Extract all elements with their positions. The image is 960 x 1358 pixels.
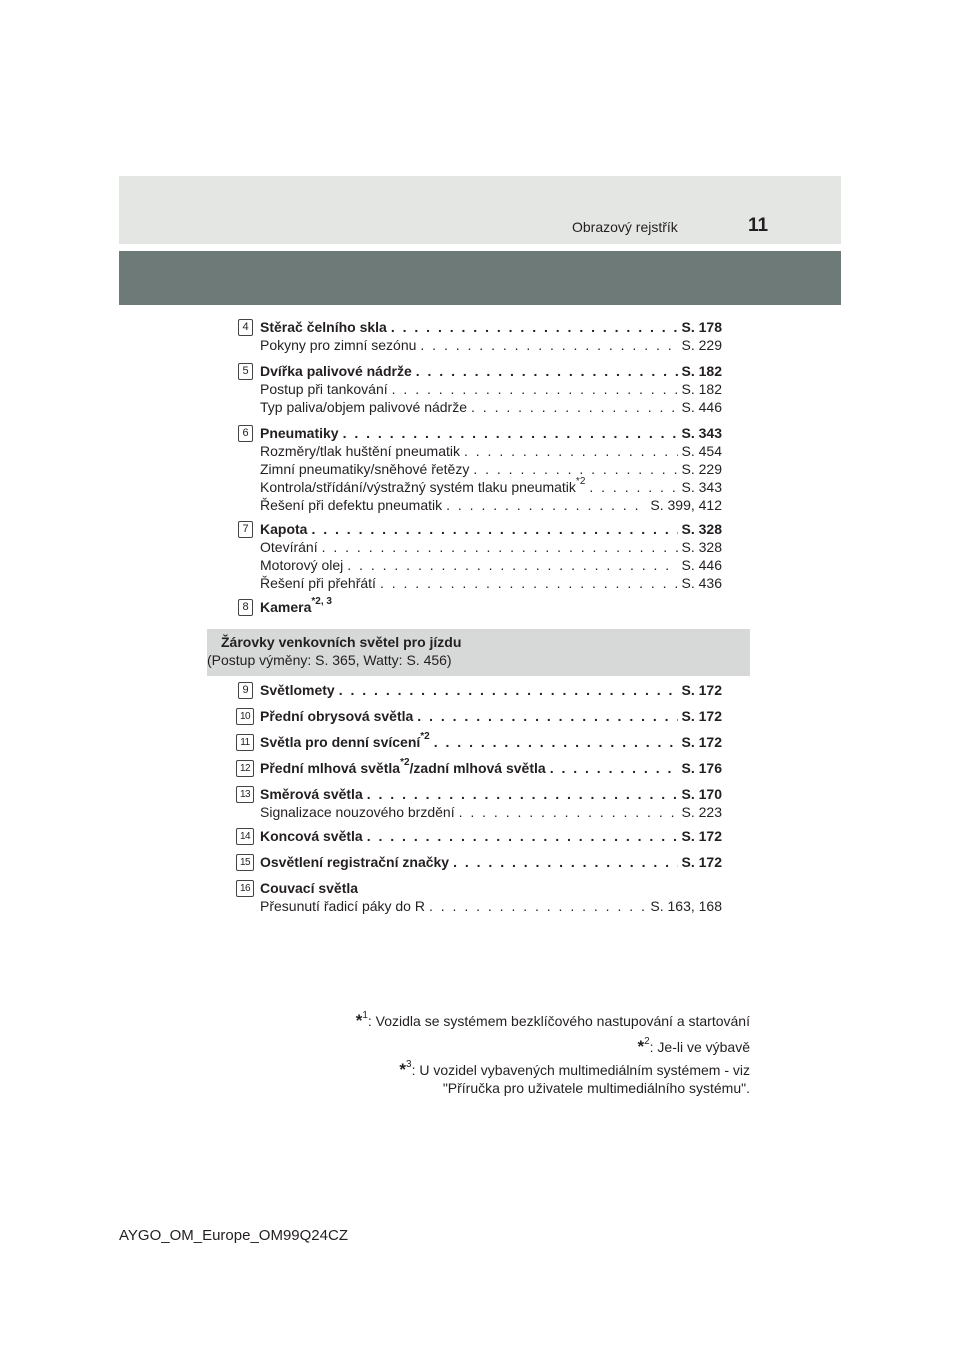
header-band-dark [119,251,841,305]
callout-number-icon: 5 [238,363,253,380]
entry-sub-row[interactable] [260,460,722,478]
page-reference[interactable]: S. 328 [681,539,722,555]
leader-dots [380,574,678,592]
footnote-marker: *2 [575,476,586,488]
footnote-text: : Vozidla se systémem bezklíčového nastupování a startování [367,1013,750,1029]
callout-number-icon: 9 [238,682,253,699]
entry-sub-row[interactable] [260,803,722,821]
entry-label: Přední mlhová světla$^{*2}$/zadní mlhová světla [260,757,546,776]
entry-heading-row[interactable] [260,681,722,699]
page-reference[interactable]: S. 328 [681,521,722,537]
page-reference[interactable]: S. 343 [681,425,722,441]
leader-dots [550,759,678,777]
entry-label: Osvětlení registrační značky [260,854,450,870]
leader-dots [391,318,678,336]
entry-label: Kontrola/střídání/výstražný systém tlaku pneumatik$^{*2}$ [260,476,586,495]
footnote-marker: *2 [420,731,430,743]
bulbs-section-title: Žárovky venkovních světel pro jízdu [221,634,462,650]
page-reference[interactable]: S. 223 [681,804,722,820]
index-entry [260,733,722,751]
page-reference[interactable]: S. 182 [681,381,722,397]
leader-dots [347,556,677,574]
page-reference[interactable]: S. 229 [681,461,722,477]
leader-dots [453,853,677,871]
callout-number-icon: 16 [236,880,254,897]
entry-sub-row[interactable] [260,380,722,398]
entry-label: Kamera$^{*2, 3}$ [260,596,332,615]
leader-dots [464,442,678,460]
leader-dots [417,707,677,725]
entry-label: Přední obrysová světla [260,708,414,724]
page-reference[interactable]: S. 178 [681,319,722,335]
page-reference[interactable]: S. 454 [681,443,722,459]
entry-label: Řešení při přehřátí [260,575,376,591]
entry-label: Rozměry/tlak huštění pneumatik [260,443,460,459]
callout-number-icon: 8 [238,599,253,616]
entry-heading-row[interactable] [260,318,722,336]
leader-dots [367,827,678,845]
entry-heading-row[interactable] [260,759,722,777]
page-reference[interactable]: S. 176 [681,760,722,776]
entry-label: Zimní pneumatiky/sněhové řetězy [260,461,470,477]
leader-dots [311,520,677,538]
callout-number-icon: 11 [236,734,254,751]
entry-label: Otevírání [260,539,318,555]
footnote-marker: *2, 3 [311,596,332,608]
index-entry [260,318,722,354]
leader-dots [339,681,678,699]
entry-sub-row[interactable] [260,478,722,496]
entry-label: Signalizace nouzového brzdění [260,804,455,820]
entry-heading-row[interactable] [260,598,722,616]
entry-sub-row[interactable] [260,556,722,574]
entry-heading-row[interactable] [260,853,722,871]
footnote-marker: *2 [400,757,410,769]
callout-number-icon: 6 [238,425,253,442]
index-entry [260,759,722,777]
index-entry [260,681,722,699]
page-reference[interactable]: S. 172 [681,828,722,844]
callout-number-icon: 12 [236,760,254,777]
page-reference[interactable]: S. 182 [681,363,722,379]
entry-label: Pneumatiky [260,425,339,441]
leader-dots [420,336,677,354]
callout-number-icon: 14 [236,828,254,845]
footnote-text: : Je-li ve výbavě [649,1039,750,1055]
index-entry [260,853,722,871]
section-title: Obrazový rejstřík [572,219,678,235]
entry-sub-row[interactable] [260,442,722,460]
entry-heading-row[interactable] [260,520,722,538]
entry-label: Koncová světla [260,828,363,844]
footnote-number: 2 [644,1036,650,1048]
entry-label: Směrová světla [260,786,363,802]
footnote-number: 1 [362,1010,368,1022]
entry-label: Dvířka palivové nádrže [260,363,412,379]
entry-label: Postup při tankování [260,381,388,397]
entry-sub-row[interactable] [260,398,722,416]
entry-heading-row[interactable] [260,707,722,725]
leader-dots [367,785,678,803]
page-number: 11 [748,215,769,236]
leader-dots [446,496,646,514]
entry-heading-row[interactable] [260,424,722,442]
index-entry [260,520,722,592]
entry-sub-row[interactable] [260,897,722,915]
entry-heading-row[interactable] [260,785,722,803]
callout-number-icon: 4 [238,319,253,336]
footnote [356,1012,750,1030]
footnote-star: * [399,1060,406,1079]
leader-dots [322,538,678,556]
document-id: AYGO_OM_Europe_OM99Q24CZ [119,1227,348,1244]
entry-label: Světla pro denní svícení$^{*2}$ [260,731,430,750]
entry-sub-row[interactable] [260,336,722,354]
index-entry [260,879,722,915]
index-entry [260,598,722,616]
footnote-text: : U vozidel vybavených multimediálním systémem - viz [411,1062,750,1078]
footnote-text: "Příručka pro uživatele multimediálního systému". [442,1080,750,1096]
index-entry [260,362,722,416]
page-reference[interactable]: S. 172 [681,734,722,750]
entry-heading-row[interactable] [260,733,722,751]
leader-dots [392,380,678,398]
bulbs-section-subtitle: (Postup výměny: S. 365, Watty: S. 456) [207,652,452,668]
entry-label: Motorový olej [260,557,344,573]
footnote [399,1061,750,1097]
page-reference[interactable]: S. 446 [681,399,722,415]
leader-dots [434,733,678,751]
index-entry [260,707,722,725]
page-reference[interactable]: S. 436 [681,575,722,591]
callout-number-icon: 10 [236,708,254,725]
entry-label: Couvací světla [260,880,359,896]
entry-heading-row[interactable] [260,362,722,380]
page-reference[interactable]: S. 163, 168 [650,898,722,914]
page-reference[interactable]: S. 343 [681,479,722,495]
page-reference[interactable]: S. 399, 412 [650,497,722,513]
entry-label: Kapota [260,521,308,537]
footnote-number: 3 [406,1059,412,1071]
page-reference[interactable]: S. 172 [681,682,722,698]
entry-label: Typ paliva/objem palivové nádrže [260,399,468,415]
index-entry [260,424,722,514]
page-reference[interactable]: S. 446 [681,557,722,573]
entry-label: Přesunutí řadicí páky do R [260,898,425,914]
callout-number-icon: 7 [238,521,253,538]
footnote [637,1038,750,1056]
leader-dots [471,398,678,416]
page-reference[interactable]: S. 229 [681,337,722,353]
entry-label: Pokyny pro zimní sezónu [260,337,417,353]
leader-dots [459,803,678,821]
footnote-star: * [355,1011,363,1030]
footnote-star: * [637,1037,645,1056]
entry-label: Stěrač čelního skla [260,319,387,335]
leader-dots [589,478,677,496]
leader-dots [416,362,678,380]
page-reference[interactable]: S. 172 [681,708,722,724]
index-entry [260,827,722,845]
leader-dots [343,424,678,442]
page-reference[interactable]: S. 172 [681,854,722,870]
header-band-light [119,176,841,244]
entry-sub-row[interactable] [260,574,722,592]
callout-number-icon: 13 [236,786,254,803]
page-reference[interactable]: S. 170 [681,786,722,802]
entry-heading-row[interactable] [260,827,722,845]
entry-heading-row[interactable] [260,879,722,897]
entry-label: Řešení při defektu pneumatik [260,497,443,513]
index-entry [260,785,722,821]
leader-dots [429,897,646,915]
entry-sub-row[interactable] [260,496,722,514]
callout-number-icon: 15 [236,854,254,871]
entry-sub-row[interactable] [260,538,722,556]
entry-label: Světlomety [260,682,335,698]
